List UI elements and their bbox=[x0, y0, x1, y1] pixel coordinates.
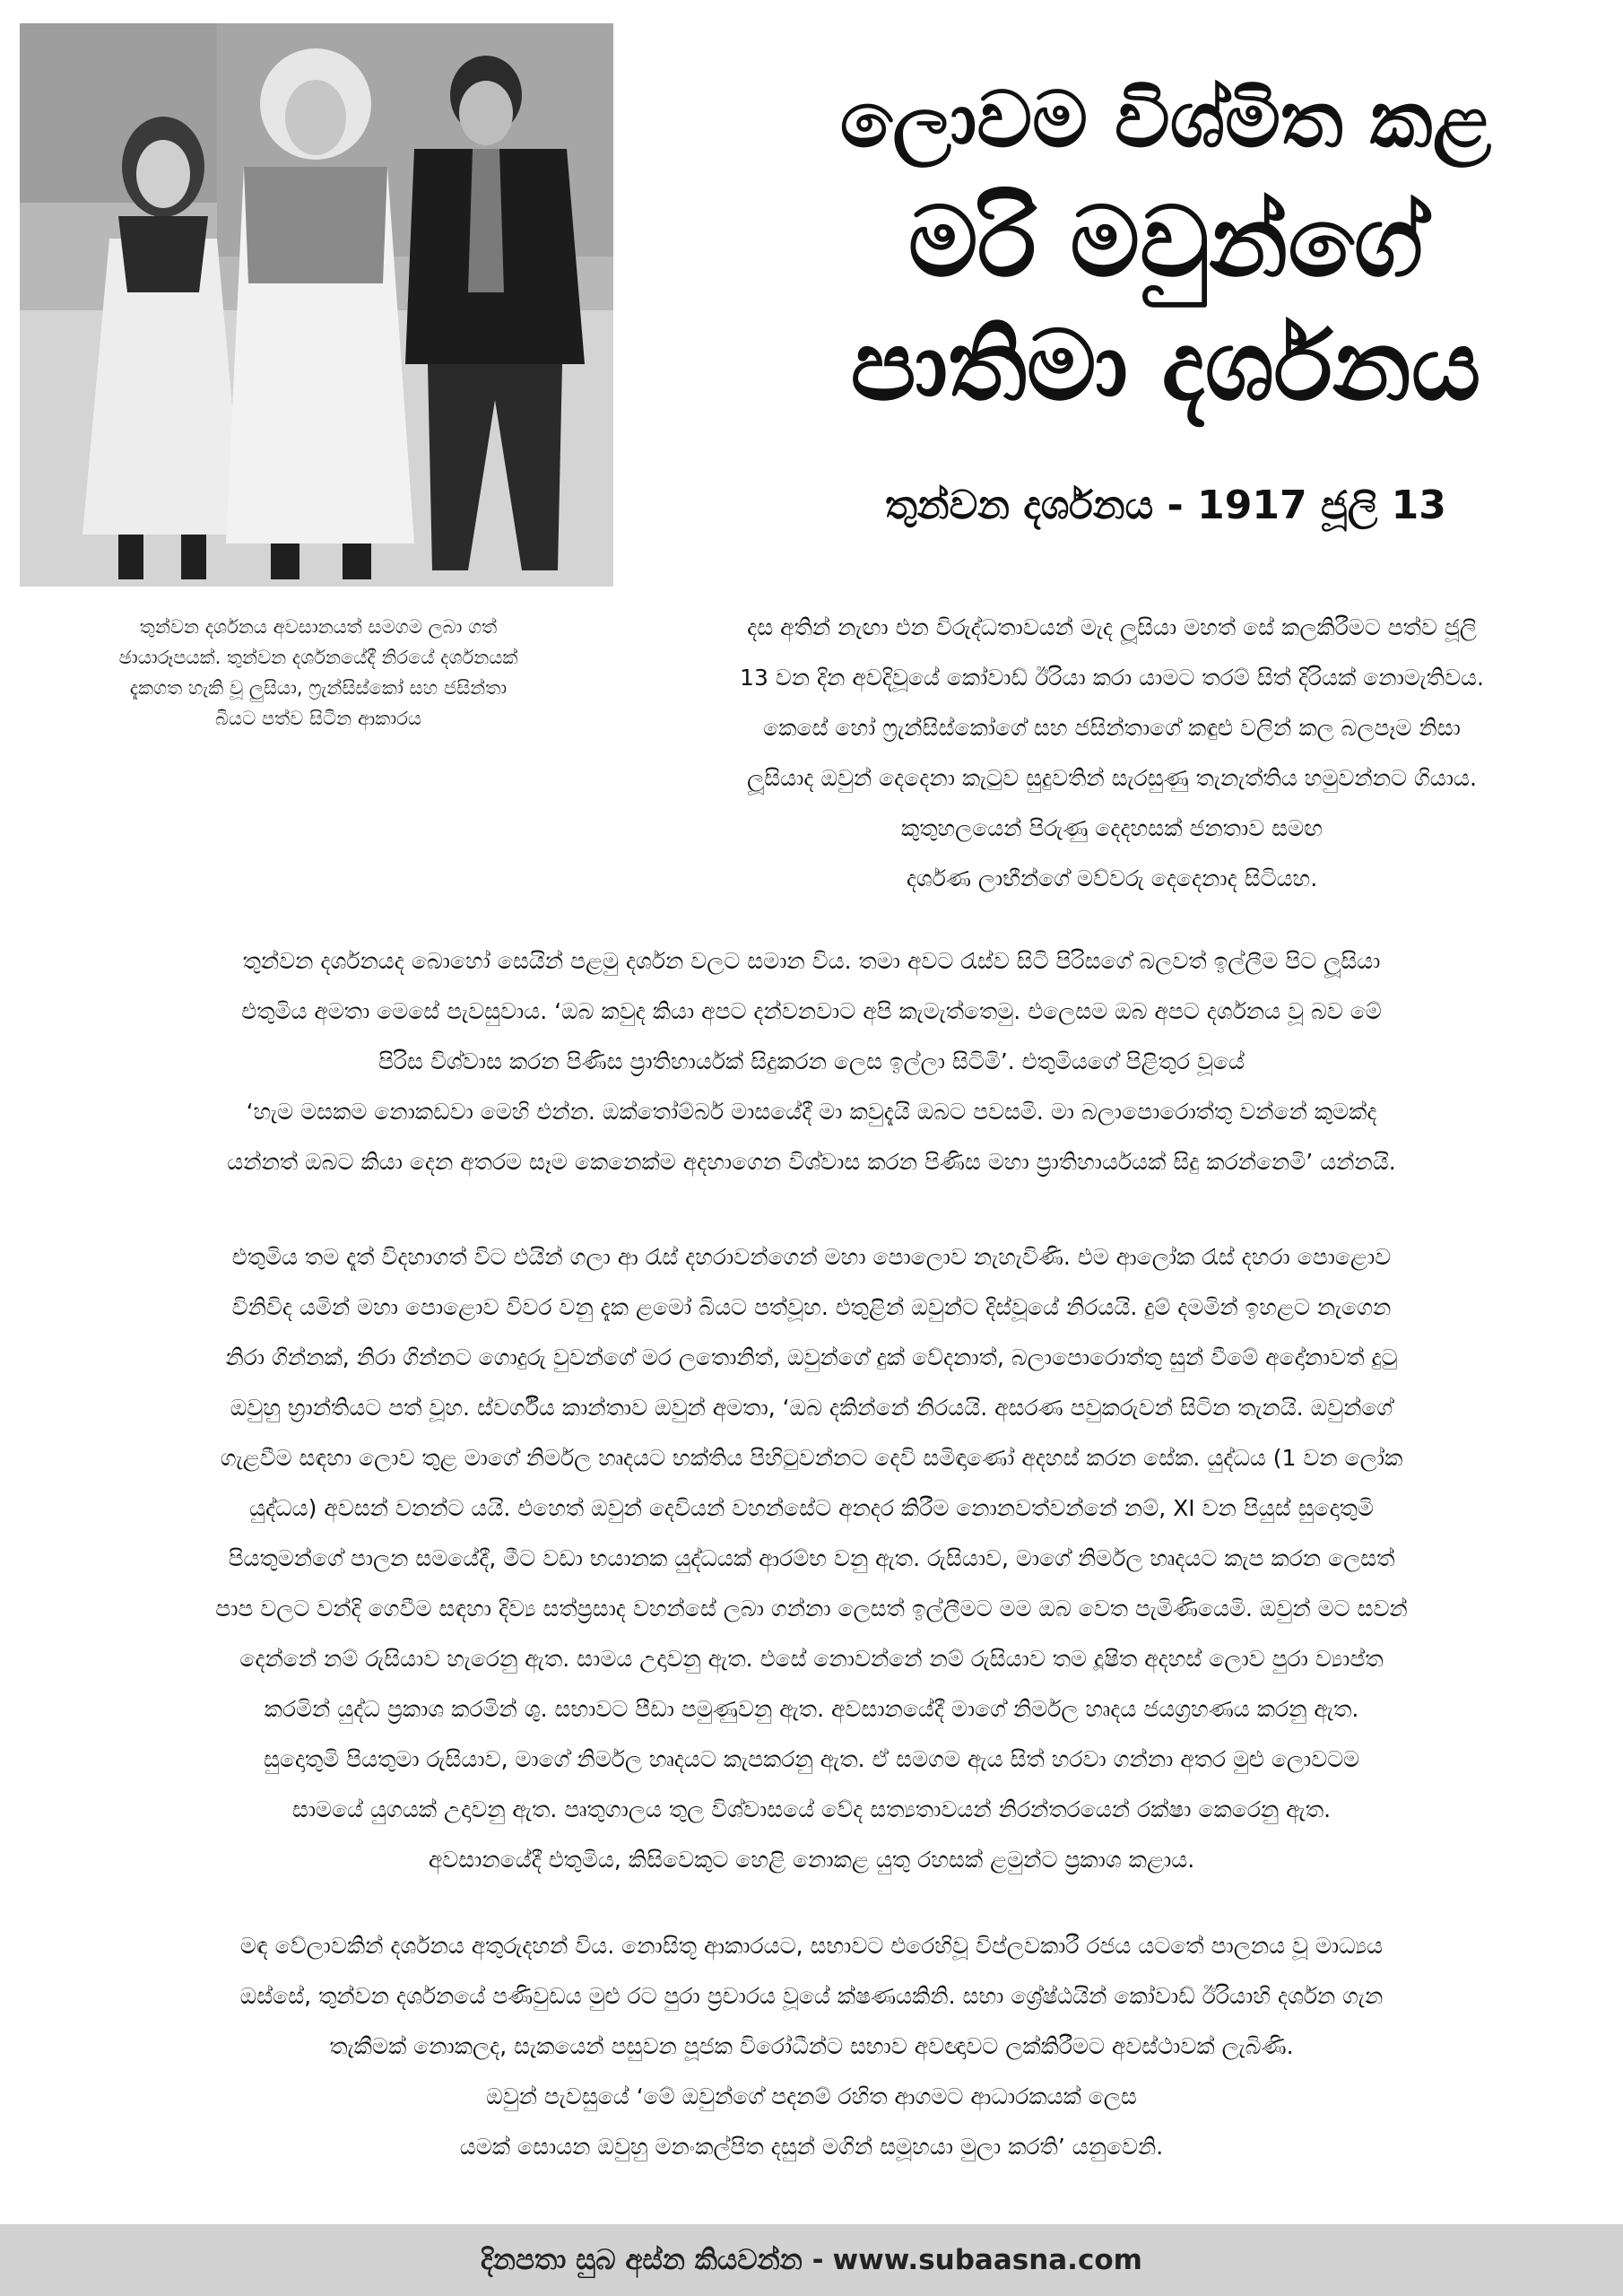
caption-line: තුන්වන දර්ශනය අවසානයත් සමගම ලබා ගත් bbox=[139, 616, 498, 638]
paragraph-line: තැකීමක් නොකලද, සැකයෙන් පසුවන පූජක විරෝධීන්ට සභාව අවඥාවට ලක්කිරීමට අවස්ථාවක් ලැබිණි. bbox=[329, 2033, 1294, 2059]
intro-line: කුතුහලයෙන් පිරුණු දෙදහසක් ජනතාව සමඟ bbox=[900, 815, 1324, 841]
caption-line: දැකගත හැකි වූ ලුසියා, ෆ්‍රැන්සිස්කෝ සහ ජසින්තා bbox=[129, 677, 508, 699]
intro-line: දර්ශණ ලාභීන්ගේ මව්වරු දෙදෙනාද සිටියහ. bbox=[906, 865, 1318, 891]
paragraph-line: ගැළවීම සඳහා ලොව තුළ මාගේ නිර්මල හෘදයට භක්තිය පිහිටුවන්නට දෙවි සමිඳාණෝ අදහස් කරන සේක. යුද්ධය (1 වන ලෝක bbox=[220, 1445, 1403, 1471]
title-line-3: පාතිමා දර්ශනය bbox=[850, 310, 1481, 422]
paragraph-line: පිරිස විශ්වාස කරන පිණිස ප්‍රාතිහාර්යක් සිදුකරන ලෙස ඉල්ලා සිටිමි’. එතුමියගේ පිළිතුර වූයේ bbox=[378, 1048, 1245, 1074]
paragraph-line: කරමින් යුද්ධ ප්‍රකාශ කරමින් ශු. සභාවට පීඩා පමුණුවනු ඇත. අවසානයේදී මාගේ නිර්මල හෘදය ජයග්‍රහණය කරනු ඇත. bbox=[264, 1696, 1359, 1722]
paragraph-line: තුන්වන දර්ශනයද බොහෝ සෙයින් පළමු දර්ශන වලට සමාන විය. තමා අවට රැස්ව සිටි පිරිසගේ බලවත් ඉල්ලීම පිට ලූසියා bbox=[242, 948, 1381, 974]
body-paragraph-1 bbox=[57, 936, 1566, 1187]
footer-bar bbox=[0, 2224, 1623, 2296]
caption-line: බියට පත්ව සිටින ආකාරය bbox=[215, 708, 421, 729]
paragraph-line: දෙන්නේ නම් රුසියාව හැරෙනු ඇත. සාමය උදාවනු ඇත. එසේ නොවන්නේ නම් රුසියාව තම දූෂිත අදහස් ලොව පුරා ව්‍යාප්ත bbox=[239, 1646, 1384, 1672]
intro-line: 13 වන දින අවදිවූයේ කෝවාඩ් ඊරියා කරා යාමට තරම් සිත් දිරියක් නොමැතිවය. bbox=[740, 665, 1484, 691]
paragraph-line: අවසානයේදී එතුමිය, කිසිවෙකුට හෙළි නොකළ යුතු රහසක් ළමුන්ට ප්‍රකාශ කළාය. bbox=[428, 1847, 1195, 1873]
footer-text: දිනපතා සුබ අස්න කියවන්න - bbox=[481, 2243, 824, 2276]
paragraph-line: සුදොතුමි පියතුමා රුසියාව, මාගේ නිර්මල හෘදයට කැපකරනු ඇත. ඒ සමගම ඇය සිත් හරවා ගන්නා අතර මුළු ලොවටම bbox=[263, 1746, 1360, 1772]
photo-caption bbox=[36, 612, 601, 734]
paragraph-line: ඔවුන් පැවසුයේ ‘මේ ඔවුන්ගේ පදනම් රහිත ආගමට ආධාරකයක් ලෙස bbox=[486, 2083, 1137, 2109]
photo-illustration bbox=[20, 23, 613, 587]
title-block bbox=[735, 70, 1596, 533]
paragraph-line: ඔවුහු භ්‍රාන්තියට පත් වූහ. ස්වර්ගීය කාන්තාව ඔවුන් අමතා, ‘ඔබ දකින්නේ නිරයයි. අසරණ පවුකරුවන් සිටින තැනයි. ඔවුන්ගේ bbox=[230, 1395, 1393, 1421]
paragraph-line: නිරා ගින්නක්, නිරා ගින්නට ගොදුරු වුවන්ගේ මර ලතොනිත්, ඔවුන්ගේ දුක් වේදනාත්, බලාපොරොත්තු සුන් වීමේ අදෝනාවත් දුටු bbox=[225, 1344, 1398, 1370]
paragraph-line: එතුමිය අමතා මෙසේ පැවසුවාය. ‘ඔබ කවුද කියා අපට දන්වනවාට අපි කැමැත්තෙමු. එලෙසම ඔබ අපට දර්ශනය වූ බව මේ bbox=[241, 998, 1382, 1024]
paragraph-line: යුද්ධය) අවසන් වනන්ට යයි. එහෙත් ඔවුන් දෙවියන් වහන්සේට අනදර කිරීම නොනවත්වන්නේ නම්, XI වන පියුස් සුදොතුමි bbox=[249, 1495, 1374, 1521]
paragraph-line: ඔස්සේ, තුන්වන දර්ශනයේ පණිවුඩය මුළු රට පුරා ප්‍රචාරය වූයේ ක්ෂණයකිනි. සභා ශ්‍රේෂ්ඨයින් කෝවාඩ් ඊරියාහි දර්ශන ගැන bbox=[239, 1983, 1384, 2009]
footer-website-link[interactable]: www.subaasna.com bbox=[832, 2244, 1142, 2276]
paragraph-line: යමක් සොයන ඔවුහු මනංකල්පිත දසුන් මගින් සමූහයා මුලා කරති’ යනුවෙනි. bbox=[459, 2134, 1164, 2160]
paragraph-line: යන්නත් ඔබට කියා දෙන අතරම සෑම කෙනෙක්ම අදහාගෙන විශ්වාස කරන පිණිස මහා ප්‍රාතිහාර්යයක් සිදු කරන්නෙමි’ යන්නයි. bbox=[227, 1149, 1396, 1175]
body-paragraph-3 bbox=[57, 1921, 1566, 2172]
body-paragraph-2 bbox=[57, 1232, 1566, 1885]
title-line-1: ලොවම විශ්මිත කළ bbox=[839, 75, 1492, 165]
paragraph-line: සාමයේ යුගයක් උදාවනු ඇත. පෘතුගාලය තුල විශ්වාසයේ වේද සත්‍යතාවයන් නිරන්තරයෙන් රක්ෂා කෙරෙනු ඇත. bbox=[291, 1796, 1332, 1822]
paragraph-line: පියතුමන්ගේ පාලන සමයේදී, මීට වඩා භයානක යුද්ධයක් ආරම්භ වනු ඇත. රුසියාව, මාගේ නිර්මල හෘදයට කැප කරන ලෙසත් bbox=[228, 1545, 1395, 1571]
historical-photo bbox=[20, 23, 613, 587]
title-line-2: මරි මවුන්ගේ bbox=[907, 187, 1424, 299]
paragraph-line: ‘හැම මසකම නොකඩවා මෙහි එන්න. ඔක්තෝම්බර් මාසයේදී මා කවුදැයි ඔබට පවසමි. මා බලාපොරොත්තු වන්නේ කුමක්ද bbox=[246, 1099, 1377, 1125]
intro-line: ලූසියාද ඔවුන් දෙදෙනා කැටුව සුදුවතින් සැරසුණු තැනැත්තිය හමුවන්නට ගියාය. bbox=[747, 765, 1477, 791]
intro-line: කෙසේ හෝ ෆ්‍රැන්සිස්කෝගේ සහ ජසින්තාගේ කඳුළු වලින් කල බලපෑම නිසා bbox=[763, 715, 1461, 741]
paragraph-line: පාප වලට වන්දි ගෙවීම සඳහා දිව්‍ය සත්ප්‍රසාද වහන්සේ ලබා ගන්නා ලෙසත් ඉල්ලීමට මම ඔබ වෙත පැමිණියෙමි. ඔවුන් මට සවන් bbox=[215, 1596, 1408, 1622]
paragraph-line: විනිවිද යමින් මහා පොළොව විවර වනු දැක ළමෝ බියට පත්වූහ. එතුළින් ඔවුන්ට දිස්වූයේ නිරයයි. දුම් දමමින් ඉහළට නැගෙන bbox=[231, 1294, 1392, 1320]
subtitle: තුන්වන දර්ශනය - 1917 ජූලි 13 bbox=[885, 483, 1446, 528]
paragraph-line: මඳ වේලාවකින් දර්ශනය අතුරුදහන් විය. නොසිතූ ආකාරයට, සභාවට එරෙහිවූ විප්ලවකාරී රජය යටතේ පාලනය වූ මාධ්‍යය bbox=[239, 1933, 1384, 1959]
caption-line: ඡායාරූපයක්. තුන්වන දර්ශනයේදී නිරයේ දර්ශනයක් bbox=[118, 647, 518, 668]
paragraph-line: එතුමිය තම දෑත් විදහාගත් විට එයින් ගලා ආ රැස් දහරාවන්ගෙන් මහා පොලොව නැහැවිණි. එම ආලෝක රැස් දහරා පොළොව bbox=[231, 1244, 1392, 1270]
intro-line: දස අතින් නැඟා එන විරුද්ධතාවයන් මැද ලූසියා මහත් සේ කලකිරීමට පත්ව ජූලි bbox=[747, 614, 1477, 640]
intro-paragraph bbox=[628, 603, 1596, 904]
